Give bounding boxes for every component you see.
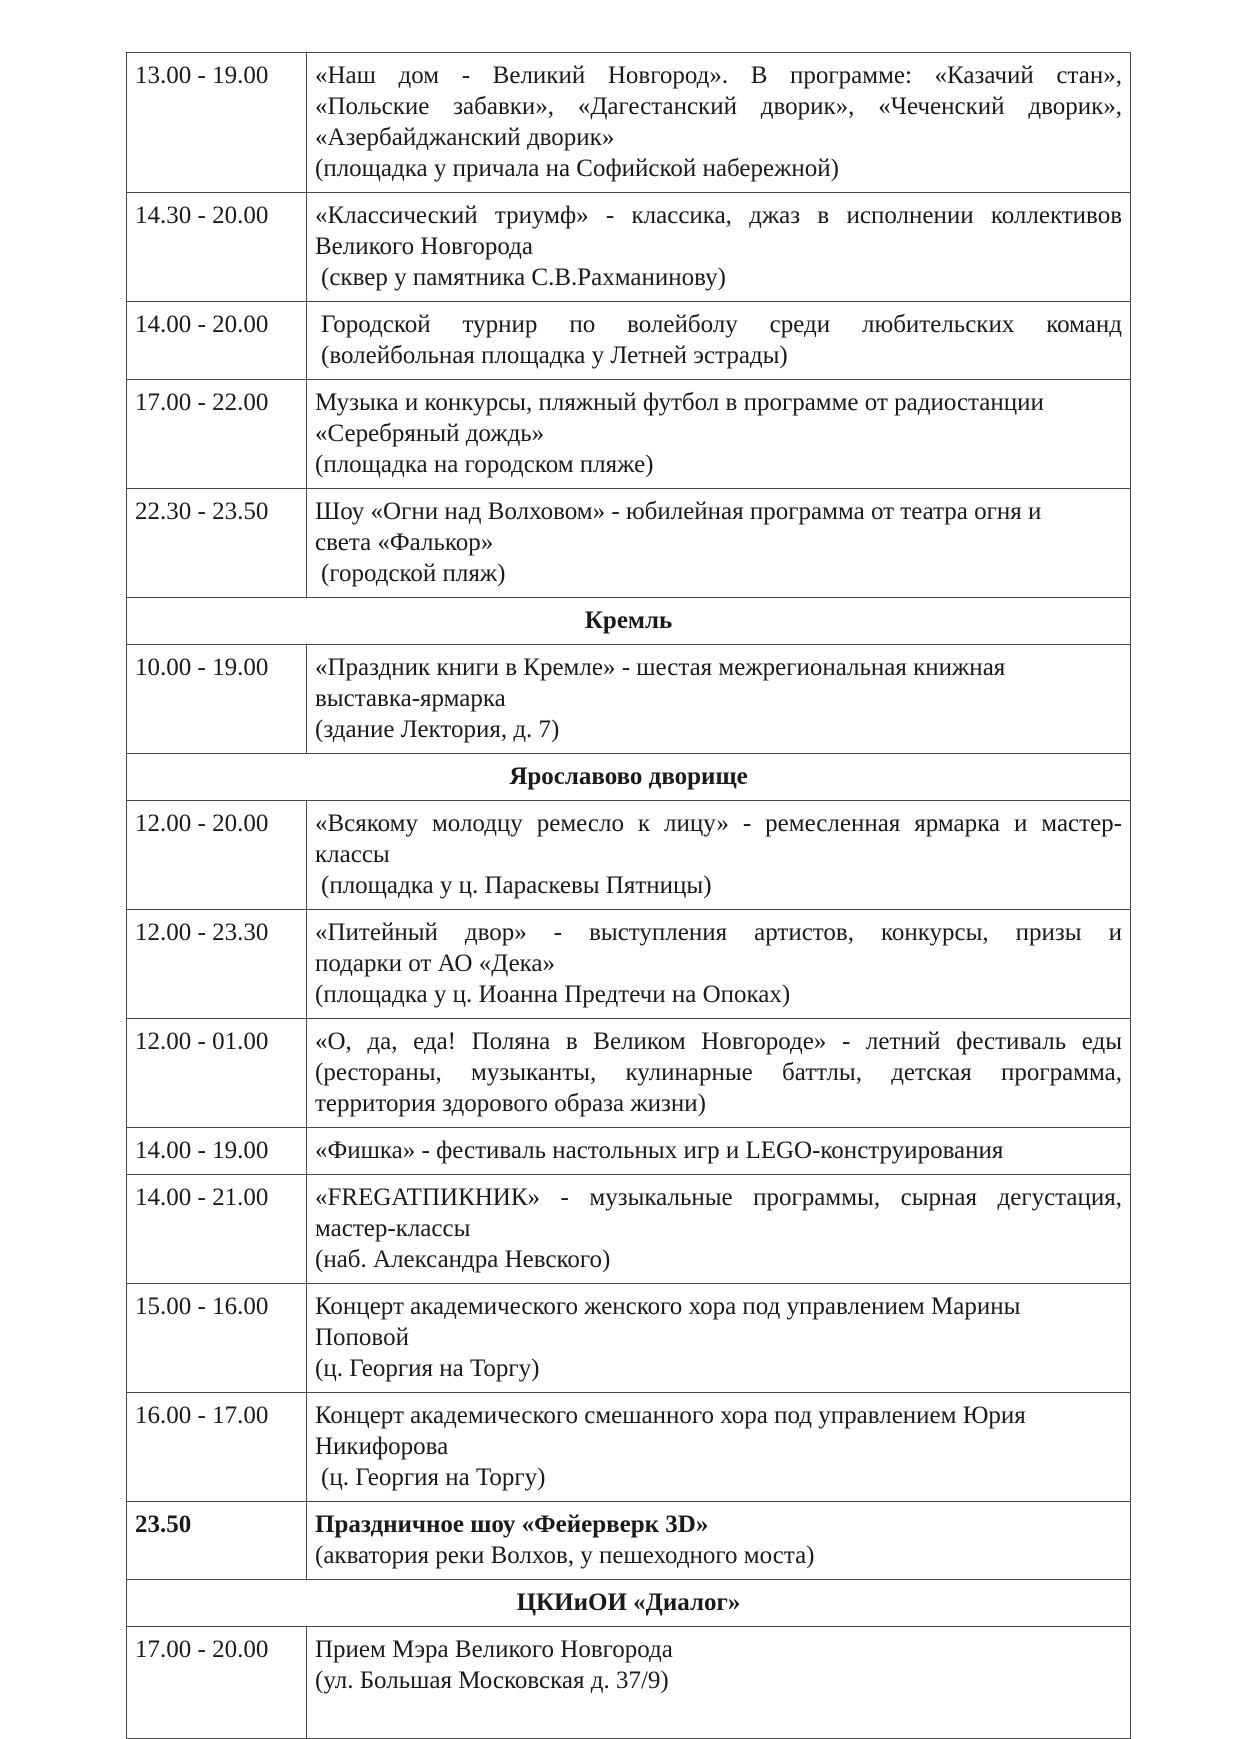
event-location: (площадка у причала на Софийской набережной) [315, 155, 839, 182]
event-line: Музыка и конкурсы, пляжный футбол в программе от радиостанции [315, 389, 1044, 416]
event-location: (сквер у памятника С.В.Рахманинову) [321, 264, 726, 291]
event-time: 23.50 [127, 1502, 307, 1580]
event-description [307, 1502, 1131, 1580]
event-line: «Классический триумф» - классика, джаз в исполнении коллективов [315, 202, 1122, 229]
event-description [307, 1019, 1131, 1128]
event-time: 22.30 - 23.50 [127, 489, 307, 598]
event-line: Шоу «Огни над Волховом» - юбилейная программа от театра огня и [315, 498, 1042, 525]
event-time: 14.00 - 21.00 [127, 1175, 307, 1284]
event-time: 13.00 - 19.00 [127, 53, 307, 193]
event-location: (наб. Александра Невского) [315, 1246, 611, 1273]
event-time: 16.00 - 17.00 [127, 1393, 307, 1502]
event-line: «Всякому молодцу ремесло к лицу» - ремесленная ярмарка и мастер- [315, 810, 1122, 837]
event-description [307, 1284, 1131, 1393]
table-row [127, 1284, 1131, 1393]
section-row [127, 598, 1131, 645]
event-time: 17.00 - 22.00 [127, 380, 307, 489]
event-line: света «Фалькор» [315, 529, 494, 556]
event-description [307, 645, 1131, 754]
event-location: (акватория реки Волхов, у пешеходного моста) [315, 1542, 815, 1569]
event-line: «Фишка» - фестиваль настольных игр и LEGO-конструирования [315, 1137, 1004, 1164]
event-location: (ц. Георгия на Торгу) [315, 1355, 540, 1382]
event-time: 12.00 - 23.30 [127, 910, 307, 1019]
event-description [307, 302, 1131, 380]
event-line: «Наш дом - Великий Новгород». В программе: «Казачий стан», [315, 62, 1122, 89]
event-line: территория здорового образа жизни) [315, 1090, 706, 1117]
table-row [127, 489, 1131, 598]
event-location: (волейбольная площадка у Летней эстрады) [321, 342, 788, 369]
section-row [127, 754, 1131, 801]
event-time: 10.00 - 19.00 [127, 645, 307, 754]
event-line: Великого Новгорода [315, 233, 533, 260]
table-row [127, 1393, 1131, 1502]
table-row [127, 1175, 1131, 1284]
event-line: «FREGATПИКНИК» - музыкальные программы, сырная дегустация, [315, 1184, 1122, 1211]
event-line: Концерт академического женского хора под управлением Марины [315, 1293, 1021, 1320]
section-row [127, 1580, 1131, 1627]
event-location: (площадка на городском пляже) [315, 451, 654, 478]
event-line: выставка-ярмарка [315, 685, 506, 712]
event-description [307, 1175, 1131, 1284]
event-line: мастер-классы [315, 1215, 471, 1242]
section-title-yaroslav: Ярославово дворище [127, 754, 1131, 801]
table-row [127, 1128, 1131, 1175]
event-location: (ул. Большая Московская д. 37/9) [315, 1667, 669, 1694]
event-location: (городской пляж) [321, 560, 506, 587]
table-row [127, 645, 1131, 754]
section-title-dialog: ЦКИиОИ «Диалог» [127, 1580, 1131, 1627]
event-line: «Польские забавки», «Дагестанский дворик», «Чеченский дворик», [315, 93, 1122, 120]
event-line: «О, да, еда! Поляна в Великом Новгороде» - летний фестиваль еды [315, 1028, 1122, 1055]
event-description [307, 380, 1131, 489]
event-time: 15.00 - 16.00 [127, 1284, 307, 1393]
event-description [307, 801, 1131, 910]
event-time: 12.00 - 01.00 [127, 1019, 307, 1128]
event-line: Никифорова [315, 1433, 449, 1460]
events-table [126, 52, 1131, 1739]
event-title: Праздничное шоу «Фейерверк 3D» [315, 1511, 709, 1538]
event-line: «Питейный двор» - выступления артистов, конкурсы, призы и [315, 919, 1122, 946]
event-location: (здание Лектория, д. 7) [315, 716, 560, 743]
event-line: (рестораны, музыканты, кулинарные баттлы, детская программа, [315, 1059, 1122, 1086]
event-description [307, 489, 1131, 598]
table-row [127, 1019, 1131, 1128]
event-line: Поповой [315, 1324, 409, 1351]
schedule-page [126, 52, 1130, 1739]
table-row [127, 53, 1131, 193]
event-location: (площадка у ц. Параскевы Пятницы) [321, 872, 712, 899]
event-line: «Серебряный дождь» [315, 420, 545, 447]
event-line: подарки от АО «Дека» [315, 950, 556, 977]
event-location: (ц. Георгия на Торгу) [321, 1464, 546, 1491]
event-description [307, 1627, 1131, 1739]
table-row [127, 910, 1131, 1019]
table-row [127, 193, 1131, 302]
table-row [127, 1627, 1131, 1739]
event-description [307, 193, 1131, 302]
event-line: Прием Мэра Великого Новгорода [315, 1636, 673, 1663]
event-time: 12.00 - 20.00 [127, 801, 307, 910]
table-row [127, 801, 1131, 910]
event-line: классы [315, 841, 390, 868]
event-description [307, 910, 1131, 1019]
event-line: «Праздник книги в Кремле» - шестая межрегиональная книжная [315, 654, 1006, 681]
event-time: 14.00 - 20.00 [127, 302, 307, 380]
event-description [307, 53, 1131, 193]
section-title-kremlin: Кремль [127, 598, 1131, 645]
table-row [127, 380, 1131, 489]
event-line: «Азербайджанский дворик» [315, 124, 615, 151]
table-row [127, 302, 1131, 380]
table-row [127, 1502, 1131, 1580]
event-time: 14.30 - 20.00 [127, 193, 307, 302]
event-time: 17.00 - 20.00 [127, 1627, 307, 1739]
event-location: (площадка у ц. Иоанна Предтечи на Опоках) [315, 981, 791, 1008]
event-line: Концерт академического смешанного хора под управлением Юрия [315, 1402, 1026, 1429]
event-description [307, 1393, 1131, 1502]
event-description [307, 1128, 1131, 1175]
event-time: 14.00 - 19.00 [127, 1128, 307, 1175]
event-line: Городской турнир по волейболу среди любительских команд [321, 311, 1122, 338]
